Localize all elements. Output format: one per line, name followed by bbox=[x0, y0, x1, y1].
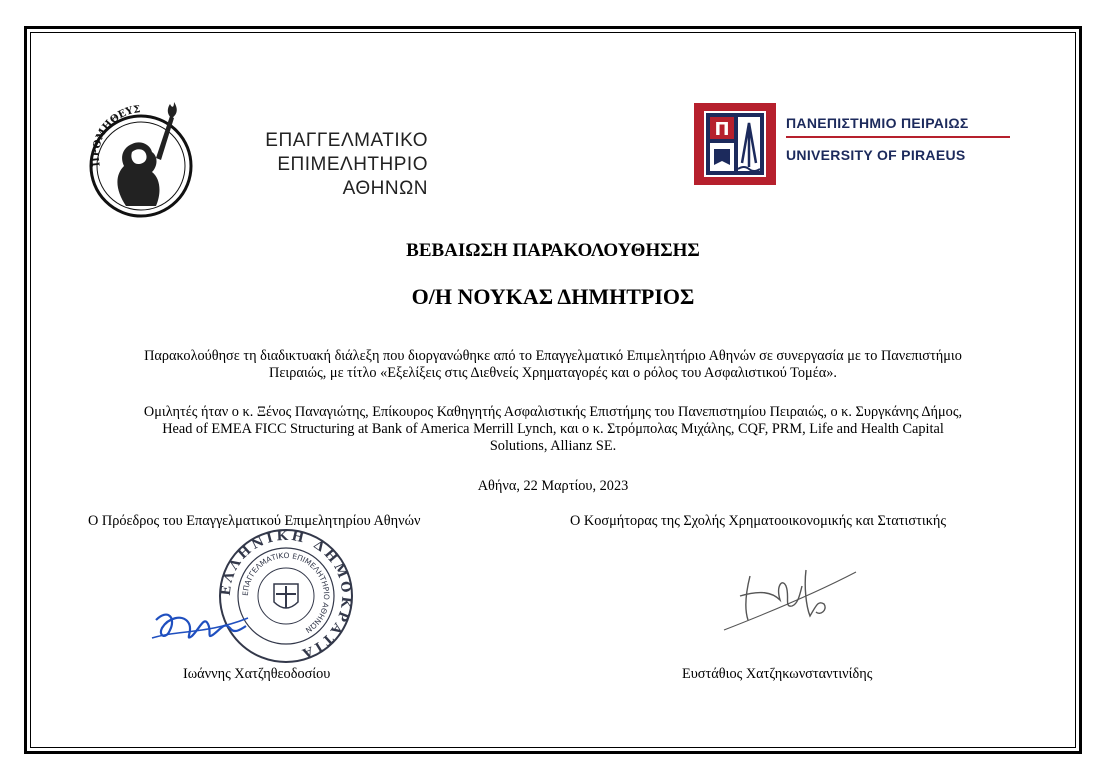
emblem-arc-text: ΠΡΟΜΗΘΕΥΣ bbox=[90, 104, 142, 168]
speakers-paragraph bbox=[80, 404, 1026, 455]
university-name-divider bbox=[786, 136, 1010, 138]
chamber-name-line-1: ΕΠΑΓΓΕΛΜΑΤΙΚΟ bbox=[265, 130, 428, 151]
university-crest-icon bbox=[694, 103, 776, 185]
place-and-date: Αθήνα, 22 Μαρτίου, 2023 bbox=[477, 478, 629, 494]
university-logo bbox=[694, 103, 1024, 185]
recipient-name: Ο/Η ΝΟΥΚΑΣ ΔΗΜΗΤΡΙΟΣ bbox=[411, 284, 695, 309]
stamp-inner-text: ΕΠΑΓΓΕΛΜΑΤΙΚΟ ΕΠΙΜΕΛΗΤΗΡΙΟ ΑΘΗΝΩΝ bbox=[240, 550, 332, 635]
dean-signature bbox=[720, 556, 860, 636]
speakers-paragraph-line-2: Head of EMEA FICC Structuring at Bank of America Merrill Lynch, και ο κ. Στρόμπολας Μιχάλης, CQF, PRM, Life and Health Capital bbox=[162, 421, 944, 437]
dean-name: Ευστάθιος Χατζηκωνσταντινίδης bbox=[682, 666, 873, 682]
chamber-name-line-3: ΑΘΗΝΩΝ bbox=[342, 178, 428, 199]
crest-letter: Π bbox=[714, 119, 730, 140]
president-name: Ιωάννης Χατζηθεοδοσίου bbox=[183, 666, 331, 682]
attendance-paragraph-line-2: Πειραιώς, με τίτλο «Εξελίξεις στις Διεθνείς Χρηματαγορές και ο ρόλος του Ασφαλιστικού Τομέα». bbox=[269, 365, 837, 381]
chamber-name bbox=[190, 129, 428, 201]
university-name-english: UNIVERSITY OF PIRAEUS bbox=[786, 147, 966, 163]
certificate-title: ΒΕΒΑΙΩΣΗ ΠΑΡΑΚΟΛΟΥΘΗΣΗΣ bbox=[406, 240, 700, 261]
chamber-logo bbox=[86, 96, 428, 221]
attendance-paragraph bbox=[80, 348, 1026, 382]
attendance-paragraph-line-1: Παρακολούθησε τη διαδικτυακή διάλεξη που διοργανώθηκε από το Επαγγελματικό Επιμελητήριο Αθηνών σε συνεργασία με το Πανεπιστήμιο bbox=[144, 348, 962, 364]
prometheus-emblem-icon bbox=[86, 96, 196, 221]
chamber-name-line-2: ΕΠΙΜΕΛΗΤΗΡΙΟ bbox=[277, 154, 428, 175]
speakers-paragraph-line-1: Ομιλητές ήταν ο κ. Ξένος Παναγιώτης, Επίκουρος Καθηγητής Ασφαλιστικής Επιστήμης του Πανεπιστημίου Πειραιώς, ο κ. Συργκάνης Δήμος, bbox=[143, 404, 963, 420]
stamp-outer-text: ΕΛΛΗΝΙΚΗ ΔΗΜΟΚΡΑΤΙΑ bbox=[218, 528, 354, 662]
speakers-paragraph-line-3: Solutions, Allianz SE. bbox=[489, 438, 617, 454]
dean-title: Ο Κοσμήτορας της Σχολής Χρηματοοικονομικής και Στατιστικής bbox=[570, 513, 947, 529]
president-title: Ο Πρόεδρος του Επαγγελματικού Επιμελητηρίου Αθηνών bbox=[88, 513, 421, 529]
president-signature bbox=[148, 600, 268, 650]
university-name-greek: ΠΑΝΕΠΙΣΤΗΜΙΟ ΠΕΙΡΑΙΩΣ bbox=[786, 115, 969, 131]
